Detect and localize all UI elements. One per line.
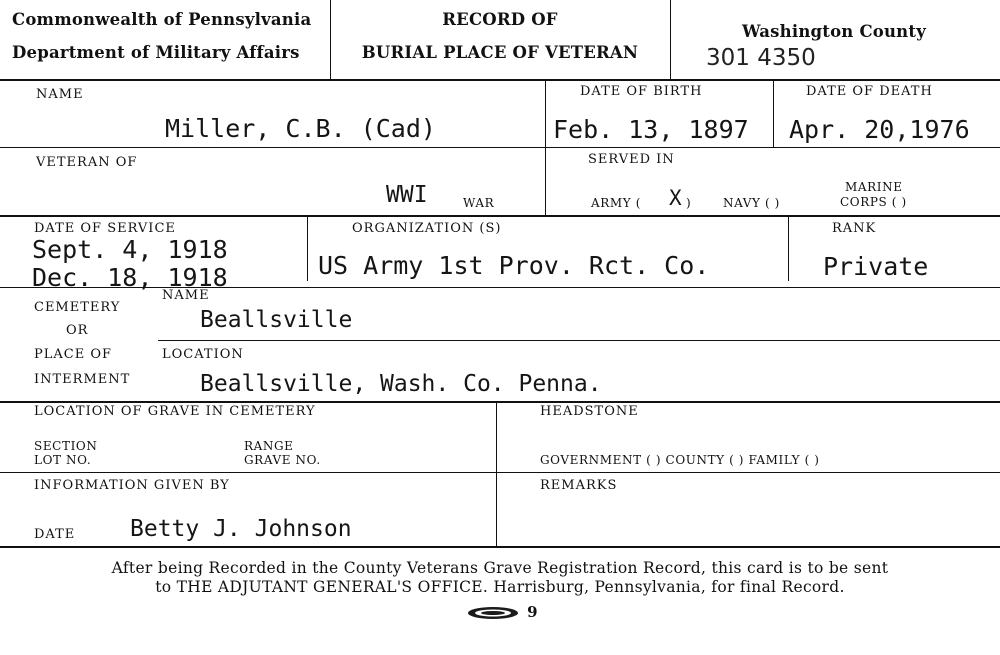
footer-instruction-line2: to THE ADJUTANT GENERAL'S OFFICE. Harrisburg, Pennsylvania, for final Record. bbox=[155, 578, 845, 596]
lot-label: LOT NO. bbox=[34, 453, 92, 467]
rule-info-row bbox=[0, 546, 1000, 548]
organization-label: ORGANIZATION (S) bbox=[352, 221, 502, 236]
army-close: ) bbox=[686, 196, 692, 210]
dob-label: DATE OF BIRTH bbox=[580, 84, 703, 99]
union-number: 9 bbox=[527, 603, 538, 621]
remarks-label: REMARKS bbox=[540, 478, 618, 493]
union-label bbox=[466, 604, 538, 621]
divider-name-row bbox=[545, 79, 546, 215]
army-label: ARMY ( bbox=[591, 196, 642, 210]
cemetery-label: CEMETERY bbox=[34, 300, 121, 315]
location-of-grave-label: LOCATION OF GRAVE IN CEMETERY bbox=[34, 404, 316, 419]
location-label: LOCATION bbox=[162, 347, 244, 362]
corps-label: CORPS ( ) bbox=[840, 195, 907, 209]
war-label: WAR bbox=[463, 196, 495, 210]
interment-label: INTERMENT bbox=[34, 372, 131, 387]
dob-value: Feb. 13, 1897 bbox=[553, 115, 749, 144]
record-title-line1: RECORD OF bbox=[442, 10, 558, 29]
info-given-by-label: INFORMATION GIVEN BY bbox=[34, 478, 230, 493]
rank-value: Private bbox=[823, 252, 929, 281]
headstone-options: GOVERNMENT ( ) COUNTY ( ) FAMILY ( ) bbox=[540, 453, 820, 467]
issuer-line2: Department of Military Affairs bbox=[12, 43, 300, 62]
served-in-label: SERVED IN bbox=[588, 152, 675, 167]
section-label: SECTION bbox=[34, 439, 98, 453]
county-name: Washington County bbox=[742, 22, 926, 41]
service-start-date: Sept. 4, 1918 bbox=[32, 235, 228, 264]
record-number: 301 4350 bbox=[706, 45, 816, 71]
service-end-date: Dec. 18, 1918 bbox=[32, 263, 228, 292]
dod-value: Apr. 20,1976 bbox=[789, 115, 970, 144]
date-of-service-label: DATE OF SERVICE bbox=[34, 221, 176, 236]
organization-value: US Army 1st Prov. Rct. Co. bbox=[318, 251, 710, 280]
interment-location-value: Beallsville, Wash. Co. Penna. bbox=[200, 371, 602, 397]
date-label: DATE bbox=[34, 527, 76, 542]
informant-value: Betty J. Johnson bbox=[130, 516, 352, 542]
navy-label: NAVY ( ) bbox=[723, 196, 780, 210]
range-label: RANGE bbox=[244, 439, 294, 453]
union-bug-icon bbox=[466, 605, 520, 621]
record-title-line2: BURIAL PLACE OF VETERAN bbox=[361, 43, 639, 62]
war-value: WWI bbox=[386, 182, 428, 208]
veteran-name: Miller, C.B. (Cad) bbox=[165, 114, 436, 143]
rule-veteran-row bbox=[0, 215, 1000, 217]
army-checkbox-mark: X bbox=[669, 186, 682, 210]
rule-interment-row bbox=[0, 401, 1000, 403]
cemetery-name-label: NAME bbox=[162, 288, 210, 303]
divider-grave-headstone bbox=[496, 401, 497, 546]
divider-org-rank bbox=[788, 215, 789, 281]
rule-header bbox=[0, 79, 1000, 81]
divider-dob-dod bbox=[773, 79, 774, 147]
rule-grave-row bbox=[0, 472, 1000, 473]
rank-label: RANK bbox=[832, 221, 877, 236]
dod-label: DATE OF DEATH bbox=[806, 84, 933, 99]
marine-label: MARINE bbox=[845, 180, 903, 194]
headstone-label: HEADSTONE bbox=[540, 404, 639, 419]
rule-cemetery-row bbox=[158, 340, 1000, 341]
divider-service-org bbox=[307, 215, 308, 281]
grave-label: GRAVE NO. bbox=[244, 453, 321, 467]
name-label: NAME bbox=[36, 87, 84, 102]
rule-name-row bbox=[0, 147, 1000, 148]
veteran-of-label: VETERAN OF bbox=[36, 155, 138, 170]
footer-instruction-line1: After being Recorded in the County Veterans Grave Registration Record, this card is to be sent bbox=[111, 559, 889, 577]
cemetery-name-value: Beallsville bbox=[200, 307, 353, 333]
place-of-label: PLACE OF bbox=[34, 347, 113, 362]
cemetery-or-label: OR bbox=[66, 323, 89, 338]
issuer-line1: Commonwealth of Pennsylvania bbox=[12, 10, 312, 29]
divider-header-2 bbox=[670, 0, 671, 79]
